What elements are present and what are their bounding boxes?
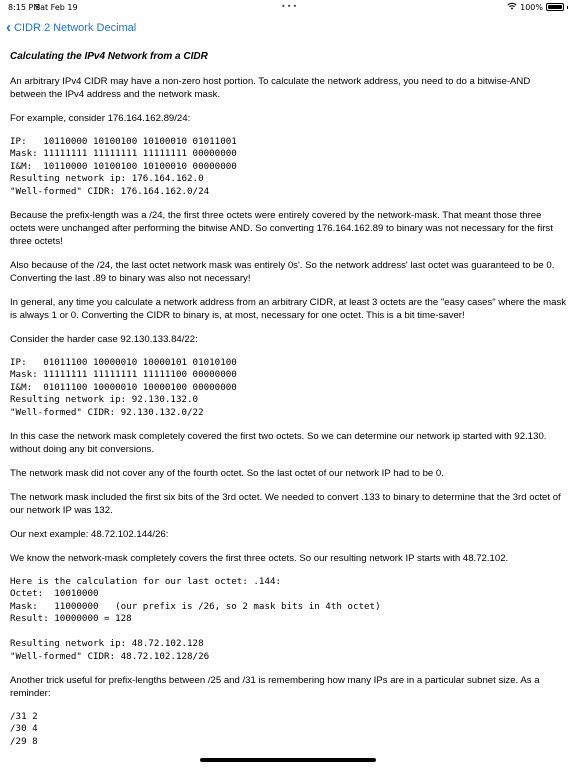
- article-content: [10, 50, 568, 759]
- paragraph: Also because of the /24, the last octet network mask was entirely 0s'. So the network address' last octet was guaranteed to be 0. Converting the last .89 to binary was also not necessary!: [10, 260, 555, 285]
- code-block: /31 2 /30 4 /29 8: [10, 710, 38, 747]
- status-time: 8:15 PM: [8, 3, 41, 12]
- paragraph: The network mask did not cover any of the fourth octet. So the last octet of our network IP had to be 0.: [10, 468, 444, 480]
- paragraph: An arbitrary IPv4 CIDR may have a non-zero host portion. To calculate the network address, you need to do a bitwise-AND between the IPv4 address and the network mask.: [10, 76, 531, 100]
- paragraph: Another trick useful for prefix-lengths between /25 and /31 is remembering how many IPs are in a particular subnet size. As a reminder:: [10, 674, 540, 699]
- paragraph: In this case the network mask completely covered the first two octets. So we can determine our network ip started with 92.130. without doing any bit conversions.: [10, 431, 547, 456]
- status-bar: [0, 0, 576, 16]
- paragraph: We know the network-mask completely covers the first three octets. So our resulting network IP starts with 48.72.102.: [10, 553, 509, 565]
- battery-percent: 100%: [520, 2, 543, 12]
- paragraph: For example, consider 176.164.162.89/24:: [10, 113, 191, 124]
- paragraph: In general, any time you calculate a network address from an arbitrary CIDR, at least 3 octets are the "easy cases" where the mask is always 1 or 0. Converting the CIDR to binary is, at most, necessary for one octet. This is a bit time-saver!: [10, 297, 567, 322]
- article-title: Calculating the IPv4 Network from a CIDR: [10, 51, 208, 62]
- home-indicator[interactable]: [200, 758, 376, 762]
- code-block: Here is the calculation for our last octet: .144: Octet: 10010000 Mask: 11000000 (our prefix is /26, so 2 mask bits in 4th octet) Result: 10000000 = 128 Resulting network ip: 48.72.102.128 "Well-formed" CIDR: 48.72.102.128/26: [10, 576, 381, 662]
- chevron-left-icon: ‹: [6, 19, 11, 36]
- back-button-label: CIDR 2 Network Decimal: [14, 21, 137, 34]
- back-button[interactable]: [6, 20, 136, 35]
- paragraph: Consider the harder case 92.130.133.84/22:: [10, 334, 198, 346]
- multitasking-dots[interactable]: •••: [281, 2, 299, 11]
- status-date: Sat Feb 19: [35, 3, 78, 12]
- code-block: IP: 10110000 10100100 10100010 01011001 Mask: 11111111 11111111 11111111 00000000 I&M: 10110000 10100100 10100010 00000000 Resulting network ip: 176.164.162.0 "Well-formed" CIDR: 176.164.162.0/24: [10, 136, 237, 197]
- wifi-icon: [507, 2, 517, 12]
- battery-icon: [546, 3, 564, 11]
- navigation-bar: [0, 18, 576, 40]
- code-block: IP: 01011100 10000010 10000101 01010100 Mask: 11111111 11111111 11111100 00000000 I&M: 01011100 10000010 10000100 00000000 Resulting network ip: 92.130.132.0 "Well-formed" CIDR: 92.130.132.0/22: [10, 357, 237, 418]
- paragraph: Our next example: 48.72.102.144/26:: [10, 529, 169, 541]
- paragraph: Because the prefix-length was a /24, the first three octets were entirely covered by the network-mask. That meant those three octets were unchanged after performing the bitwise AND. So converting 176.164.162.89 to binary was not necessary for the first three octets!: [10, 210, 553, 248]
- status-right: [507, 2, 568, 12]
- paragraph: The network mask included the first six bits of the 3rd octet. We needed to convert .133 to binary to determine that the 3rd octet of our network IP was 132.: [10, 492, 561, 517]
